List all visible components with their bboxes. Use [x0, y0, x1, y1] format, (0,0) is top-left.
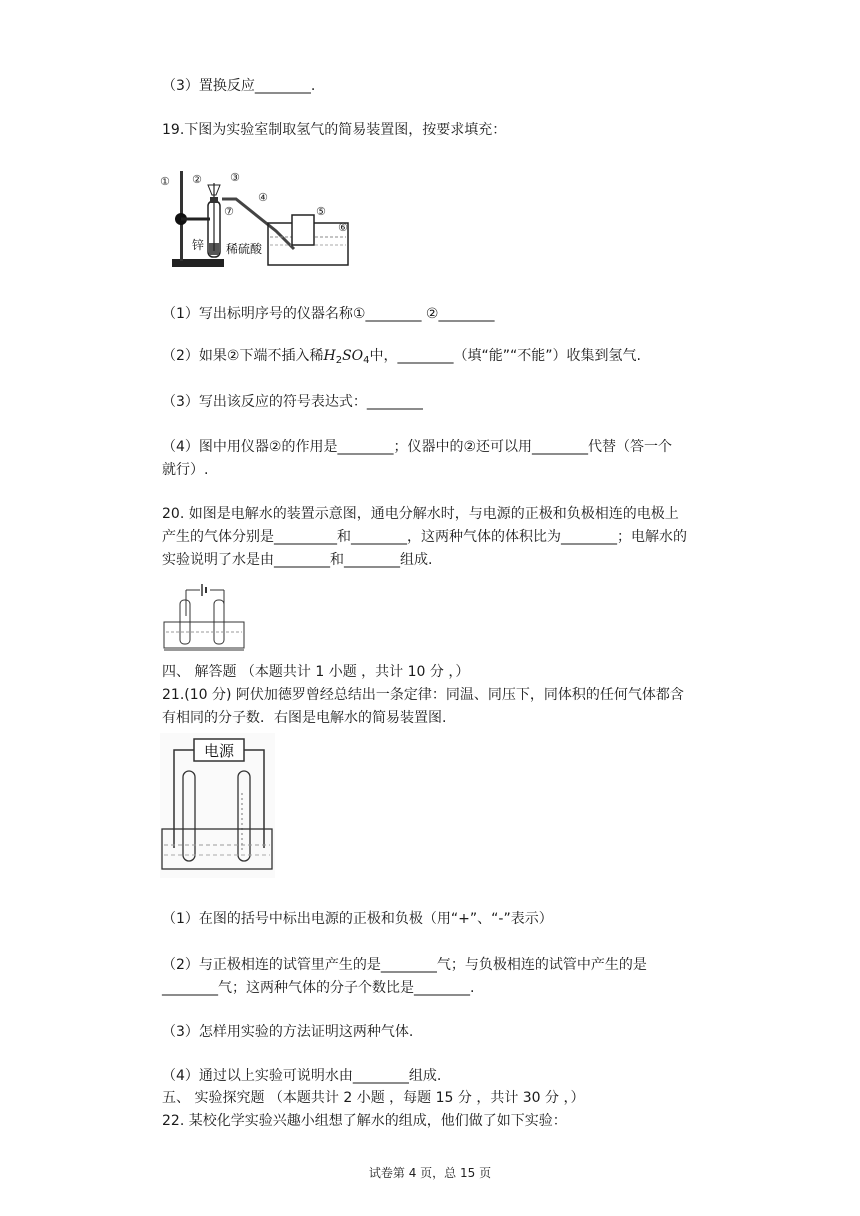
label-7: ⑦ — [224, 205, 234, 218]
electrolysis-small-figure — [160, 576, 250, 654]
section-5-title: 五、 实验探究题 （本题共计 2 小题 ，每题 15 分 ，共计 30 分 ，） — [162, 1090, 585, 1106]
q19-part4-a: （4）图中用仪器②的作用是________；仪器中的②还可以用________代替（答一个 — [162, 439, 673, 455]
q19-part2 — [162, 346, 641, 371]
q21-part1: （1）在图的括号中标出电源的正极和负极（用“+”、“-”表示） — [162, 911, 553, 927]
hydrogen-apparatus-figure — [158, 163, 358, 273]
label-4: ④ — [258, 191, 268, 204]
question-20-a: 20. 如图是电解水的装置示意图，通电分解水时，与电源的正极和负极相连的电极上 — [162, 506, 679, 522]
label-6: ⑥ — [338, 221, 348, 234]
question-20-b: 产生的气体分别是_________和________，这两种气体的体积比为________；电解水的 — [162, 529, 687, 545]
stand-base — [172, 259, 224, 267]
label-5: ⑤ — [316, 205, 326, 218]
formula-h: H — [323, 348, 336, 364]
label-2: ② — [192, 173, 202, 186]
label-3: ③ — [230, 171, 240, 184]
line-q18-3: （3）置换反应________. — [162, 78, 316, 94]
q19-part2-pre: （2）如果②下端不插入稀 — [162, 348, 324, 364]
q21-part3: （3）怎样用实验的方法证明这两种气体. — [162, 1024, 414, 1040]
q21-part2-a: （2）与正极相连的试管里产生的是________气；与负极相连的试管中产生的是 — [162, 957, 647, 973]
section-4-title: 四、 解答题 （本题共计 1 小题 ，共计 10 分 ，） — [162, 664, 470, 680]
beaker — [164, 622, 244, 648]
formula-4: 4 — [363, 355, 370, 366]
question-19-title: 19.下图为实验室制取氢气的简易装置图，按要求填充： — [162, 122, 507, 138]
q19-part3: （3）写出该反应的符号表达式：________ — [162, 394, 423, 410]
zinc-label: 锌 — [192, 238, 205, 252]
q19-part1: （1）写出标明序号的仪器名称①________ ②________ — [162, 306, 495, 322]
label-1: ① — [160, 175, 170, 188]
q19-part2-post: 中，________（填“能”“不能”）收集到氢气. — [369, 348, 641, 364]
question-20-c: 实验说明了水是由________和________组成. — [162, 552, 433, 568]
q21-part2-b: ________气；这两种气体的分子个数比是________. — [162, 980, 475, 996]
question-22: 22. 某校化学实验兴趣小组想了解水的组成，他们做了如下实验： — [162, 1113, 567, 1129]
page-footer: 试卷第 4 页，总 15 页 — [368, 1166, 492, 1180]
electrolysis-large-figure — [160, 733, 275, 878]
q21-part4: （4）通过以上实验可说明水由________组成. — [162, 1068, 442, 1084]
question-21-a: 21.(10 分) 阿伏加德罗曾经总结出一条定律：同温、同压下，同体积的任何气体都含 — [162, 687, 684, 703]
formula-2: 2 — [335, 355, 343, 366]
q19-part4-b: 就行）. — [162, 462, 209, 478]
collection-bottle — [292, 215, 314, 245]
power-supply-label: 电源 — [203, 742, 235, 760]
formula-so: SO — [342, 348, 364, 364]
acid-label: 稀硫酸 — [226, 242, 263, 256]
question-21-b: 有相同的分子数．右图是电解水的简易装置图. — [162, 710, 447, 726]
